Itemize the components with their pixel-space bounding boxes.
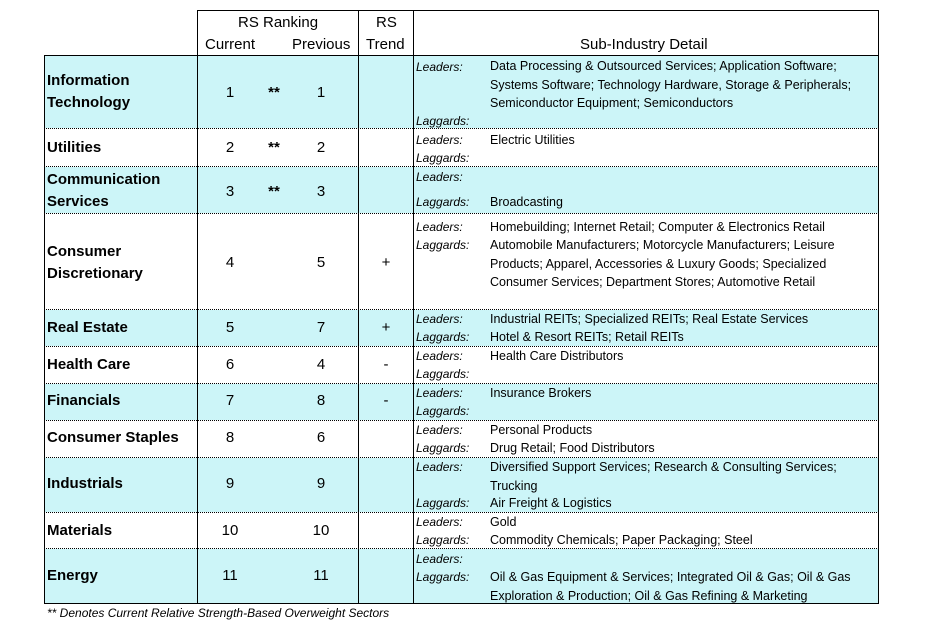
previous-rank: 3 (316, 183, 326, 200)
sector-name: Energy (47, 567, 98, 584)
current-rank: 8 (225, 429, 235, 446)
previous-rank: 9 (316, 475, 326, 492)
laggards-label: Laggards: (416, 238, 470, 252)
previous-rank: 4 (316, 356, 326, 373)
header-sub-industry: Sub-Industry Detail (580, 36, 708, 53)
laggards-detail: Broadcasting (490, 195, 563, 209)
current-rank: 3 (225, 183, 235, 200)
leaders-label: Leaders: (416, 423, 463, 437)
laggards-label: Laggards: (416, 367, 470, 381)
table-rule (197, 10, 879, 11)
overweight-marker: ** (268, 84, 280, 101)
sector-name: Industrials (47, 475, 123, 492)
rs-trend: - (383, 356, 389, 373)
sector-name: Real Estate (47, 319, 128, 336)
row-separator (44, 346, 879, 347)
table-rule (44, 55, 45, 604)
laggards-label: Laggards: (416, 570, 470, 584)
current-rank: 10 (221, 522, 239, 539)
leaders-detail: Electric Utilities (490, 133, 575, 147)
row-separator (44, 309, 879, 310)
leaders-label: Leaders: (416, 60, 463, 74)
current-rank: 2 (225, 139, 235, 156)
current-rank: 11 (222, 567, 238, 584)
overweight-marker: ** (268, 139, 280, 156)
row-separator (44, 512, 879, 513)
sector-name: Information Technology (47, 72, 131, 111)
sector-name: Financials (47, 392, 121, 409)
laggards-detail: Oil & Gas Equipment & Services; Integrated Oil & Gas; Oil & Gas Exploration & Production; Oil & Gas Refining & Marketing (490, 570, 851, 603)
leaders-detail: Homebuilding; Internet Retail; Computer & Electronics Retail (490, 220, 825, 234)
row-separator (44, 213, 879, 214)
current-rank: 7 (225, 392, 235, 409)
table-rule (197, 10, 198, 604)
laggards-label: Laggards: (416, 195, 470, 209)
previous-rank: 2 (316, 139, 326, 156)
leaders-detail: Data Processing & Outsourced Services; Application Software; Systems Software; Technology Hardware, Storage & Peripherals; Semiconductor Equipment; Semiconductors (490, 59, 852, 110)
sector-name: Consumer Staples (47, 429, 179, 446)
leaders-label: Leaders: (416, 386, 463, 400)
row-separator (44, 166, 879, 167)
leaders-detail: Diversified Support Services; Research & Consulting Services; Trucking (490, 460, 837, 493)
previous-rank: 5 (316, 254, 326, 271)
leaders-detail: Gold (490, 515, 517, 529)
table-rule (44, 603, 879, 604)
row-separator (44, 457, 879, 458)
laggards-label: Laggards: (416, 441, 470, 455)
current-rank: 6 (225, 356, 235, 373)
laggards-label: Laggards: (416, 114, 470, 128)
current-rank: 5 (225, 319, 235, 336)
leaders-label: Leaders: (416, 515, 463, 529)
row-separator (44, 128, 879, 129)
previous-rank: 8 (316, 392, 326, 409)
laggards-label: Laggards: (416, 496, 470, 510)
leaders-detail: Personal Products (490, 423, 593, 437)
sector-name: Consumer Discretionary (47, 243, 143, 282)
leaders-label: Leaders: (416, 312, 463, 326)
previous-rank: 1 (316, 84, 326, 101)
laggards-label: Laggards: (416, 151, 470, 165)
current-rank: 9 (225, 475, 235, 492)
sector-name: Health Care (47, 356, 131, 373)
table-rule (878, 10, 879, 604)
laggards-label: Laggards: (416, 330, 470, 344)
table-rule (413, 10, 414, 604)
rs-trend: + (381, 254, 391, 271)
sector-name: Communication Services (47, 171, 161, 210)
laggards-detail: Hotel & Resort REITs; Retail REITs (490, 330, 684, 344)
rs-trend: + (381, 319, 391, 336)
laggards-detail: Automobile Manufacturers; Motorcycle Manufacturers; Leisure Products; Apparel, Accessories & Luxury Goods; Specialized Consumer Services; Department Stores; Automotive Retail (490, 238, 835, 289)
leaders-label: Leaders: (416, 170, 463, 184)
leaders-detail: Health Care Distributors (490, 349, 624, 363)
overweight-marker: ** (268, 183, 280, 200)
laggards-detail: Commodity Chemicals; Paper Packaging; Steel (490, 533, 753, 547)
leaders-label: Leaders: (416, 133, 463, 147)
leaders-label: Leaders: (416, 460, 463, 474)
header-current: Current (205, 36, 256, 53)
rs-trend: - (383, 392, 389, 409)
header-rs: RS (376, 14, 397, 31)
header-rs-ranking: RS Ranking (238, 14, 319, 31)
leaders-detail: Insurance Brokers (490, 386, 592, 400)
previous-rank: 11 (313, 567, 329, 584)
current-rank: 1 (225, 84, 235, 101)
leaders-label: Leaders: (416, 349, 463, 363)
current-rank: 4 (225, 254, 235, 271)
row-separator (44, 548, 879, 549)
previous-rank: 10 (312, 522, 330, 539)
header-trend: Trend (366, 36, 405, 53)
row-separator (44, 420, 879, 421)
laggards-detail: Drug Retail; Food Distributors (490, 441, 655, 455)
laggards-detail: Air Freight & Logistics (490, 496, 612, 510)
sector-name: Utilities (47, 139, 102, 156)
leaders-detail: Industrial REITs; Specialized REITs; Real Estate Services (490, 312, 809, 326)
table-rule (358, 10, 359, 604)
table-rule (44, 55, 879, 56)
row-separator (44, 383, 879, 384)
laggards-label: Laggards: (416, 533, 470, 547)
leaders-label: Leaders: (416, 552, 463, 566)
laggards-label: Laggards: (416, 404, 470, 418)
previous-rank: 7 (316, 319, 326, 336)
footnote: ** Denotes Current Relative Strength-Based Overweight Sectors (47, 606, 390, 620)
leaders-label: Leaders: (416, 220, 463, 234)
sector-name: Materials (47, 522, 113, 539)
header-previous: Previous (292, 36, 351, 53)
previous-rank: 6 (316, 429, 326, 446)
